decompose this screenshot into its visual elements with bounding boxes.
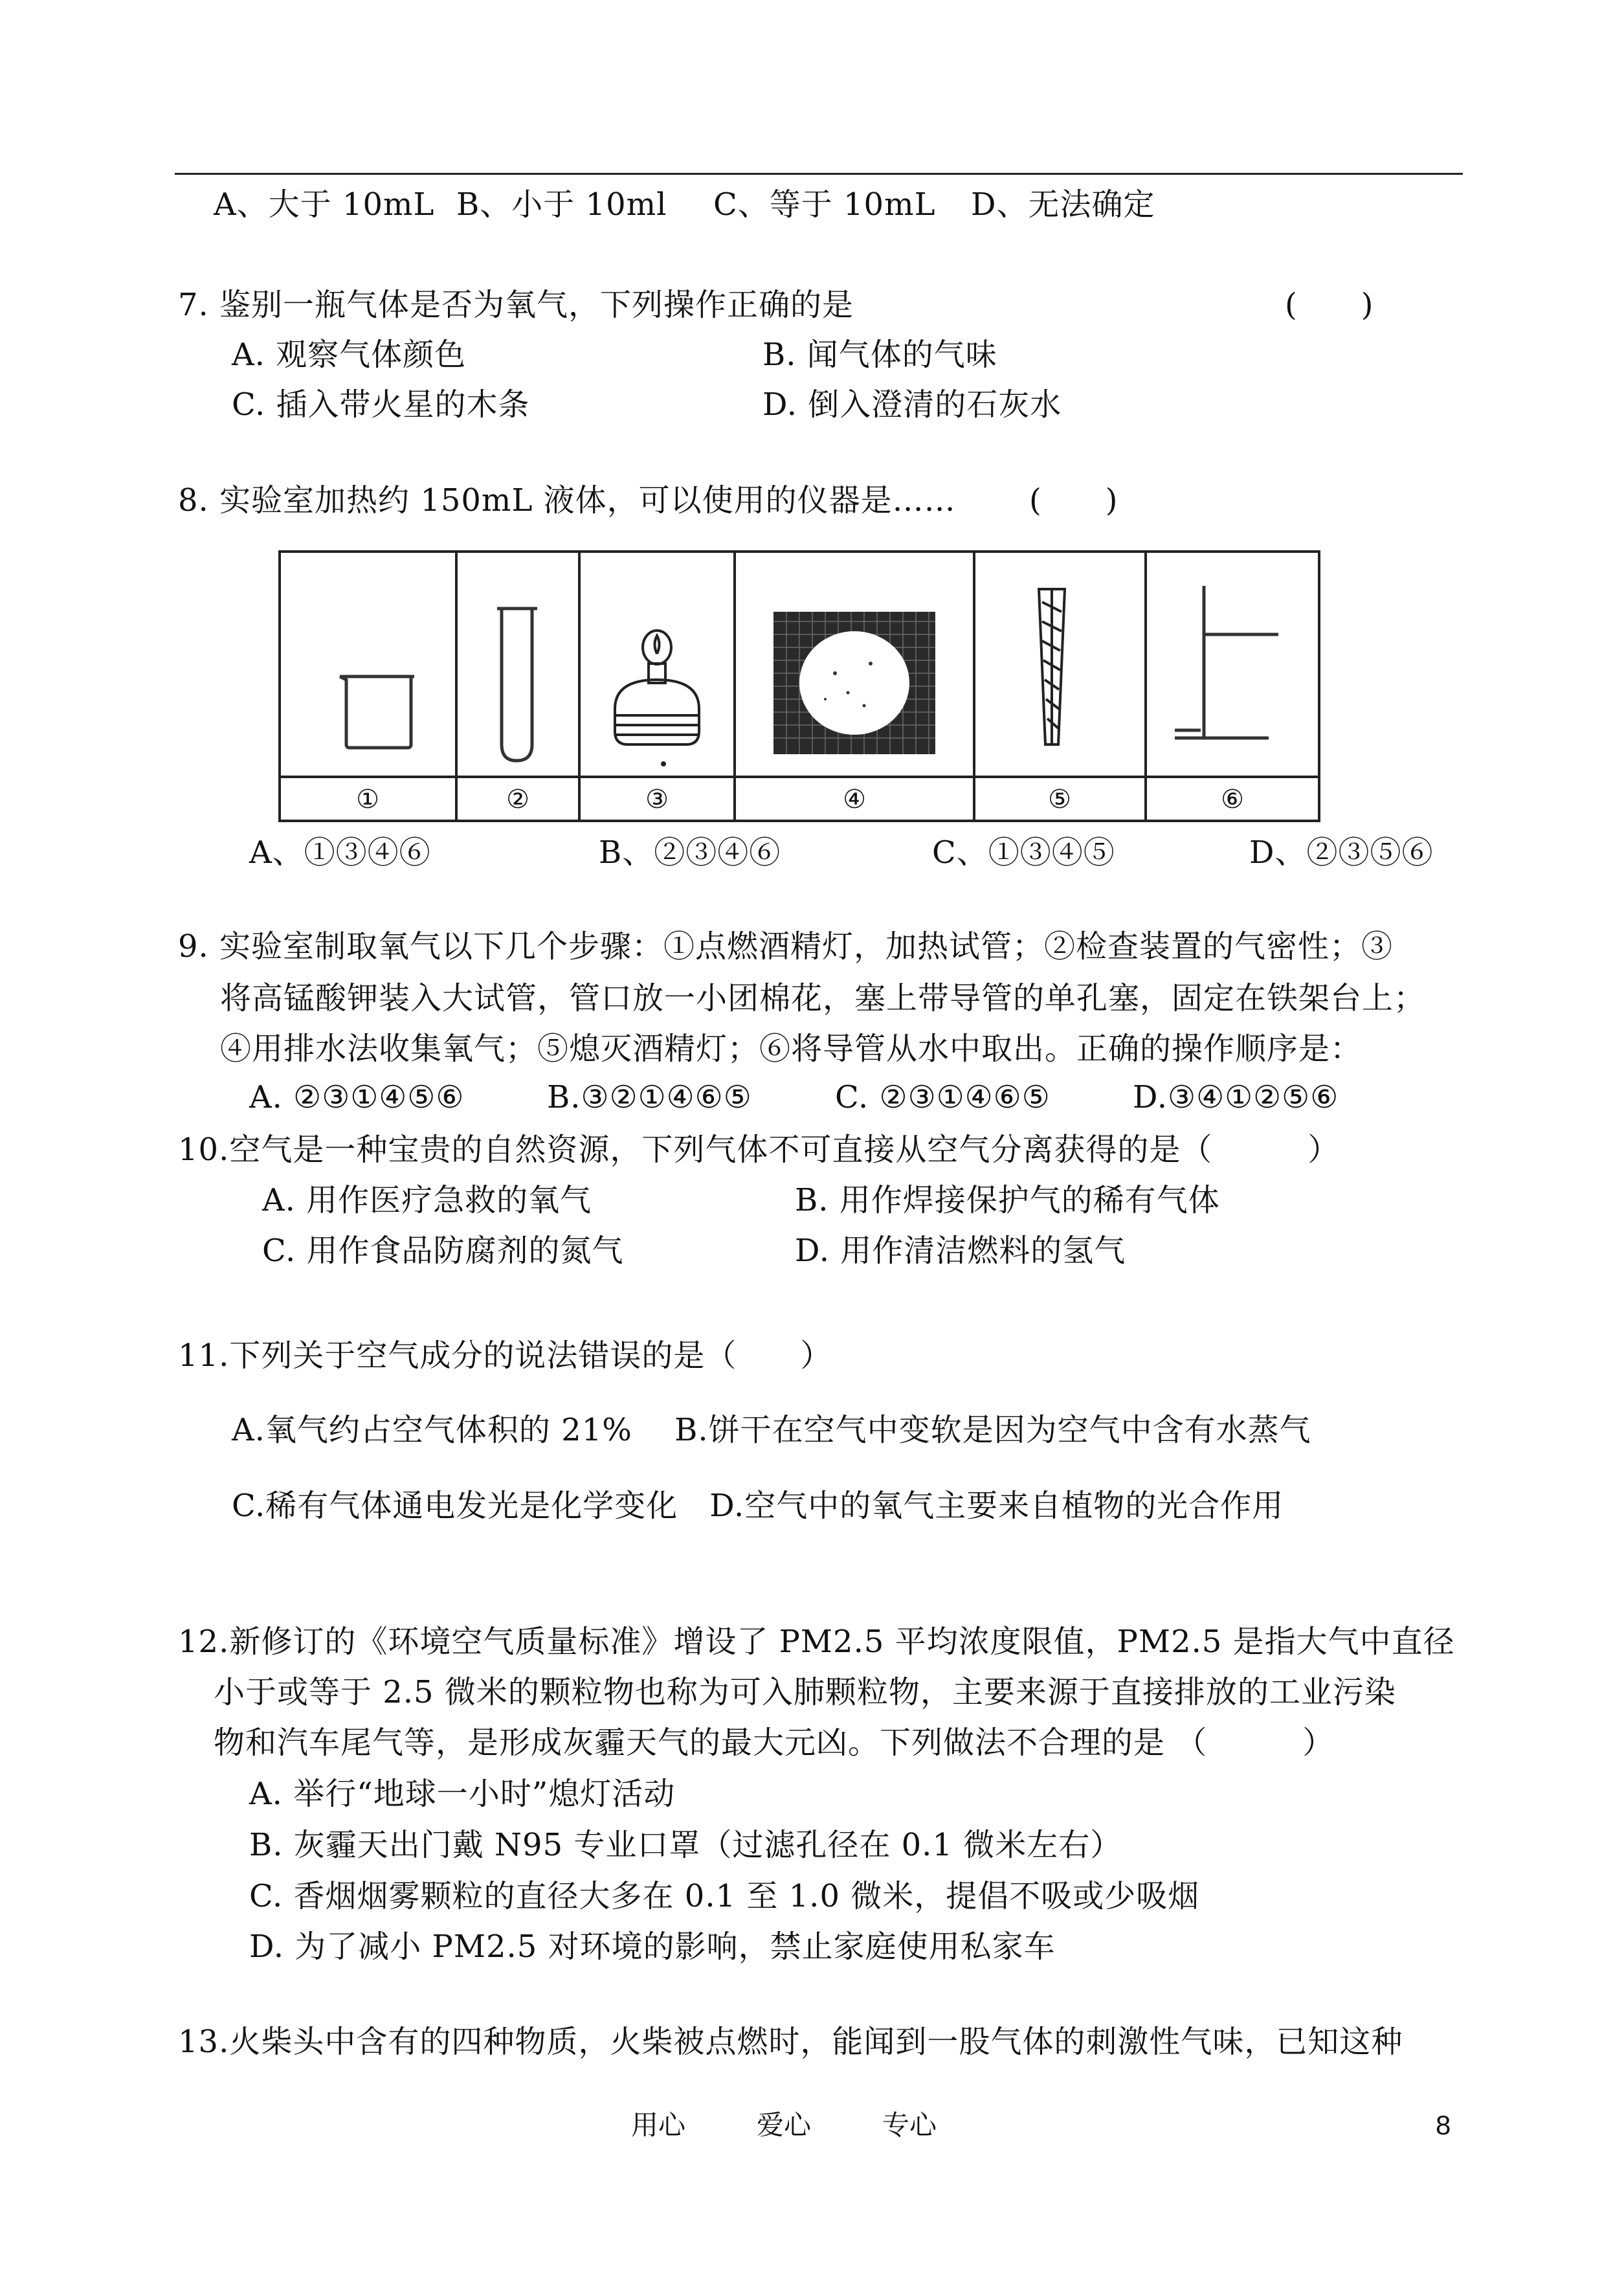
page-number: 8	[1436, 2110, 1451, 2140]
q10-stem: 10.空气是一种宝贵的自然资源，下列气体不可直接从空气分离获得的是（ ）	[178, 1132, 1340, 1168]
q12-line-3: 物和汽车尾气等，是形成灰霾天气的最大元凶。下列做法不合理的是 （ ）	[214, 1725, 1335, 1761]
q8-stem: 8. 实验室加热约 150mL 液体，可以使用的仪器是……	[178, 482, 956, 519]
figure-label-5: ⑤	[1048, 785, 1071, 814]
q6-option-d: D、无法确定	[971, 186, 1155, 223]
q6-option-a: A、大于 10mL	[214, 186, 435, 223]
figure-label-6: ⑥	[1221, 785, 1244, 814]
q10-option-b: B. 用作焊接保护气的稀有气体	[795, 1182, 1220, 1218]
alcohol-lamp-icon	[615, 631, 699, 765]
q6-option-b: B、小于 10ml	[456, 186, 667, 223]
q9-option-c: C. ②③①④⑥⑤	[835, 1079, 1051, 1115]
q8-answer-paren: ( )	[1029, 482, 1118, 519]
q12-line-2: 小于或等于 2.5 微米的颗粒物也称为可入肺颗粒物，主要来源于直接排放的工业污染	[214, 1674, 1396, 1710]
q9-line-1: 9. 实验室制取氧气以下几个步骤：①点燃酒精灯，加热试管；②检查装置的气密性；③	[178, 928, 1394, 965]
q7-option-a: A. 观察气体颜色	[232, 337, 467, 373]
q12-option-d: D. 为了减小 PM2.5 对环境的影响，禁止家庭使用私家车	[249, 1929, 1056, 1965]
apparatus-figure	[278, 550, 1320, 822]
q9-line-3: ④用排水法收集氧气；⑤熄灭酒精灯；⑥将导管从水中取出。正确的操作顺序是：	[220, 1031, 1363, 1067]
footer-motto-1: 用心	[631, 2109, 686, 2141]
q11-options-cd: C.稀有气体通电发光是化学变化 D.空气中的氧气主要来自植物的光合作用	[232, 1488, 1284, 1524]
q9-option-b: B.③②①④⑥⑤	[547, 1079, 752, 1115]
q10-option-d: D. 用作清洁燃料的氢气	[795, 1233, 1126, 1269]
figure-label-3: ③	[645, 785, 669, 814]
q7-option-c: C. 插入带火星的木条	[232, 386, 530, 423]
footer-motto	[631, 2109, 1008, 2141]
q7-stem: 7. 鉴别一瓶气体是否为氧气，下列操作正确的是	[178, 287, 854, 323]
q6-option-c: C、等于 10mL	[713, 186, 936, 223]
q9-option-a: A. ②③①④⑤⑥	[249, 1079, 465, 1115]
figure-label-1: ①	[356, 785, 379, 814]
q9-option-d: D.③④①②⑤⑥	[1133, 1079, 1339, 1115]
q12-option-a: A. 举行“地球一小时”熄灯活动	[249, 1776, 676, 1812]
figure-label-4: ④	[843, 785, 866, 814]
q8-option-b: B、②③④⑥	[599, 834, 781, 871]
q7-answer-paren: ( )	[1285, 287, 1374, 323]
figure-label-2: ②	[506, 785, 529, 814]
wire-gauze-icon	[773, 612, 935, 754]
q8-option-d: D、②③⑤⑥	[1249, 834, 1434, 871]
test-tube-holder-icon	[1039, 589, 1065, 744]
q7-option-d: D. 倒入澄清的石灰水	[762, 386, 1062, 423]
beaker-icon	[340, 677, 414, 748]
q8-option-a: A、①③④⑥	[249, 834, 431, 871]
iron-stand-icon	[1175, 586, 1278, 738]
q8-option-c: C、①③④⑤	[932, 834, 1115, 871]
q12-option-b: B. 灰霾天出门戴 N95 专业口罩（过滤孔径在 0.1 微米左右）	[249, 1827, 1122, 1863]
footer-motto-3: 专心	[882, 2109, 937, 2141]
q11-stem: 11.下列关于空气成分的说法错误的是（ ）	[178, 1337, 832, 1374]
q13-line-1: 13.火柴头中含有的四种物质，火柴被点燃时，能闻到一股气体的刺激性气味，已知这种	[178, 2024, 1403, 2060]
q10-option-a: A. 用作医疗急救的氧气	[262, 1182, 592, 1218]
footer-motto-2: 爱心	[757, 2109, 812, 2141]
header-rule	[175, 173, 1463, 175]
q10-option-c: C. 用作食品防腐剂的氮气	[262, 1233, 624, 1269]
q11-options-ab: A.氧气约占空气体积的 21% B.饼干在空气中变软是因为空气中含有水蒸气	[232, 1412, 1311, 1448]
q7-option-b: B. 闻气体的气味	[762, 337, 997, 373]
q9-line-2: 将高锰酸钾装入大试管，管口放一小团棉花，塞上带导管的单孔塞，固定在铁架台上；	[220, 980, 1426, 1016]
q12-line-1: 12.新修订的《环境空气质量标准》增设了 PM2.5 平均浓度限值，PM2.5 是指大气中直径	[178, 1624, 1455, 1660]
q12-option-c: C. 香烟烟雾颗粒的直径大多在 0.1 至 1.0 微米，提倡不吸或少吸烟	[249, 1878, 1200, 1914]
test-tube-icon	[497, 609, 537, 761]
